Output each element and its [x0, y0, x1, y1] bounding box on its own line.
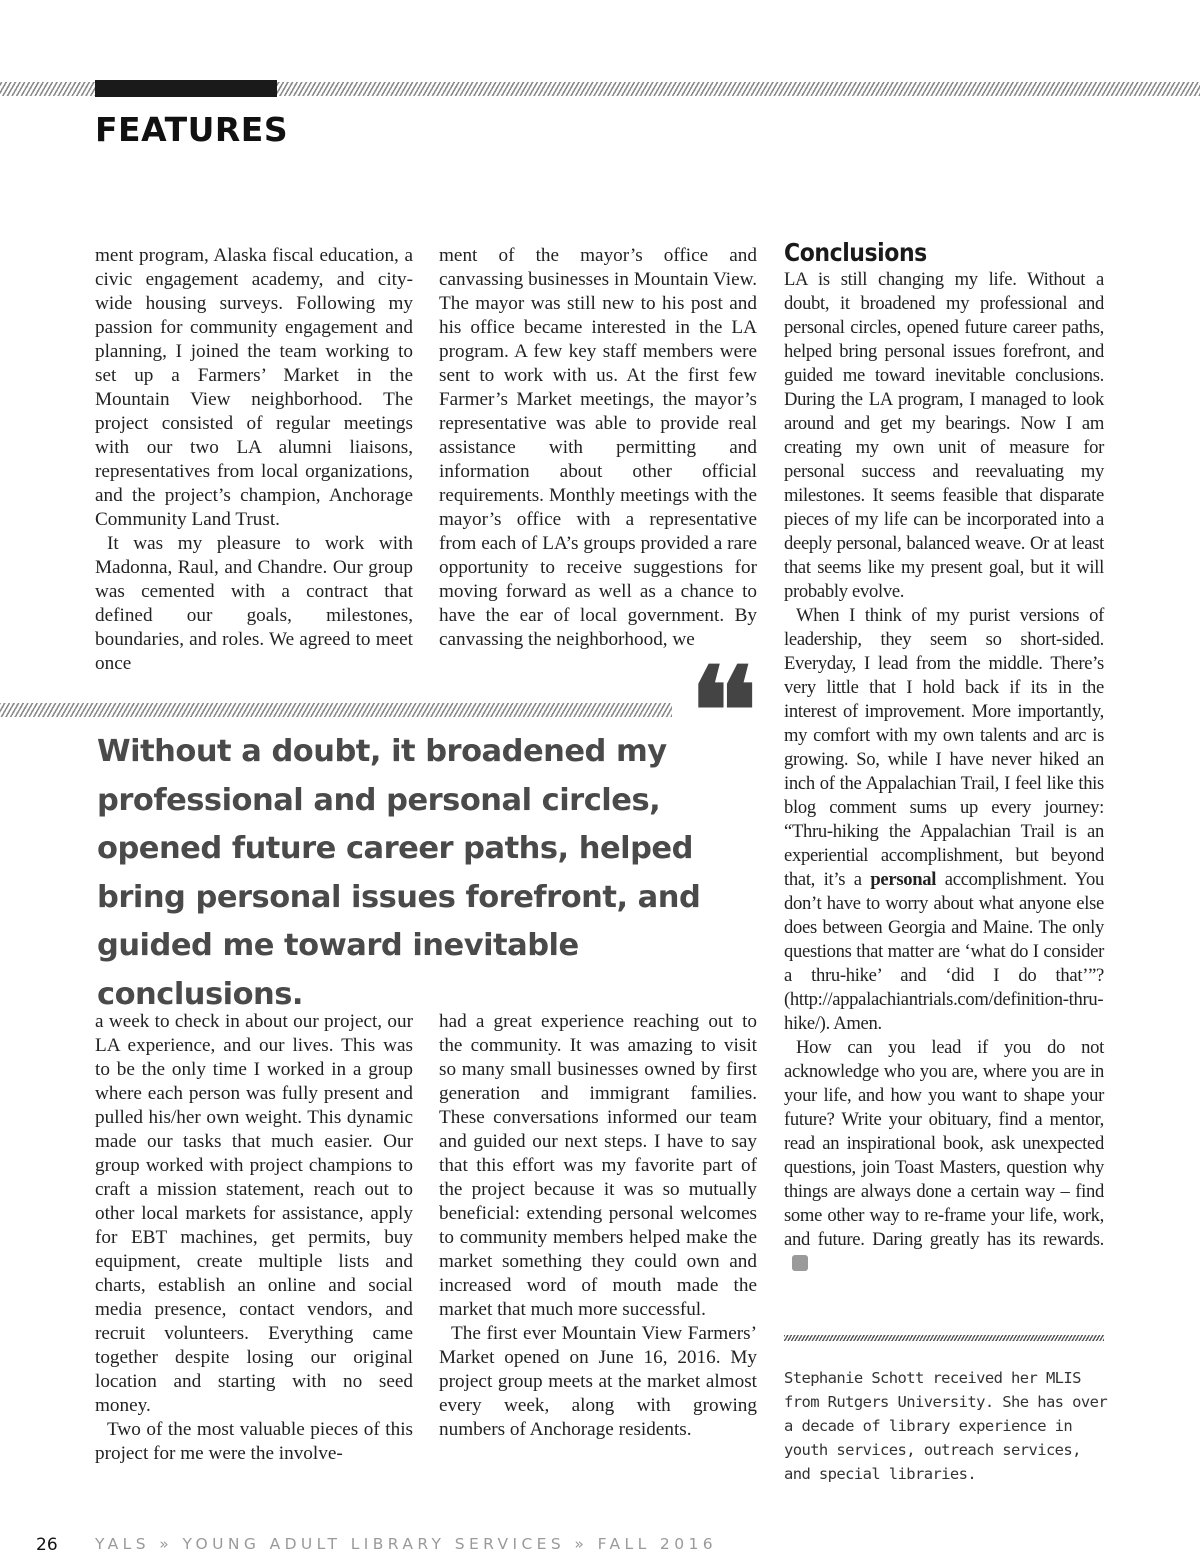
paragraph — [784, 604, 1104, 1036]
page-number: 26 — [36, 1535, 58, 1555]
bio-hatch-rule — [784, 1335, 1104, 1341]
paragraph: had a great experience reaching out to the community. It was amazing to visit so many small businesses owned by first generation and immigrant families. These conversations informed our team and guided our next steps. I have to say that this effort was my favorite part of the project because it was so mutually beneficial: extending personal welcomes to community members helped make the market something they could own and increased word of mouth made the market that much more successful. — [439, 1011, 757, 1320]
paragraph: The first ever Mountain View Farmers’ Market opened on June 16, 2016. My project group meets at the market almost every week, along with growing numbers of Anchorage residents. — [439, 1323, 757, 1440]
paragraph: LA is still changing my life. Without a doubt, it broadened my professional and personal circles, opened future career paths, helped bring personal issues forefront, and guided me toward inevitable conclusions. During the LA program, I managed to look around and get my bearings. Now I am creating my own unit of measure for personal success and reevaluating my milestones. It seems feasible that disparate pieces of my life can be incorporated into a deeply personal, balanced weave. Or at least that seems like my present goal, but it will probably evolve. — [784, 269, 1104, 602]
author-bio: Stephanie Schott received her MLIS from Rutgers University. She has over a decade of library experience in youth services, outreach services, and special libraries. — [784, 1369, 1108, 1483]
paragraph — [784, 1036, 1104, 1276]
column-1-bottom — [95, 1010, 413, 1466]
paragraph: Two of the most valuable pieces of this project for me were the involve- — [95, 1419, 413, 1464]
emphasis-personal: personal — [870, 869, 937, 890]
paragraph-text: accomplishment. You don’t have to worry about what anyone else does between Georgia and Maine. The only questions that matter are ‘what do I consider a thru-hike’ and ‘did I do that’”? (http://appalachiantrials.com/definition-thru-hike/). Amen. — [784, 869, 1104, 1034]
running-footer: YALS » YOUNG ADULT LIBRARY SERVICES » FALL 2016 — [95, 1535, 717, 1553]
section-accent-bar — [95, 80, 277, 97]
paragraph-text: When I think of my purist versions of leadership, they seem so short-sided. Everyday, I lead from the middle. There’s very little that I hold back if its in the interest of improvement. More importantly, my comfort with my own talents and arc is growing. So, while I have never hiked an inch of the Appalachian Trail, I feel like this blog comment sums up every journey: “Thru-hiking the Appalachian Trail is an experiential accomplishment, but beyond that, it’s a — [784, 605, 1104, 890]
paragraph-text: How can you lead if you do not acknowledge who you are, where you are in your life, and how you want to shape your future? Write your obituary, find a mentor, read an inspirational book, ask unexpected questions, join Toast Masters, question why things are always done a certain way – find some other way to re-frame your life, work, and future. Daring greatly has its rewards. — [784, 1037, 1104, 1250]
paragraph: It was my pleasure to work with Madonna, Raul, and Chandre. Our group was cemented with a contract that defined our goals, milestones, boundaries, and roles. We agreed to meet once — [95, 533, 413, 674]
pull-quote-hatch-rule — [0, 703, 672, 717]
conclusions-heading: Conclusions — [784, 238, 927, 267]
column-1-top — [95, 244, 413, 676]
paragraph: ment program, Alaska fiscal education, a civic engagement academy, and city-wide housing surveys. Following my passion for community engagement and planning, I joined the team working to set up a Farmers’ Market in the Mountain View neighborhood. The project consisted of regular meetings with our two LA alumni liaisons, representatives from local organizations, and the project’s champion, Anchorage Community Land Trust. — [95, 245, 413, 530]
end-mark-icon — [792, 1255, 808, 1271]
paragraph: ment of the mayor’s office and canvassing businesses in Mountain View. The mayor was still new to his post and his office became interested in the LA program. A few key staff members were sent to work with us. At the first few Farmer’s Market meetings, the mayor’s representative was able to provide real assistance with permitting and information about other official requirements. Monthly meetings with the mayor’s office with a representative from each of LA’s groups provided a rare opportunity to receive suggestions for moving forward as well as a chance to have the ear of local government. By canvassing the neighborhood, we — [439, 245, 757, 650]
column-3-conclusions — [784, 268, 1104, 1276]
column-2-top — [439, 244, 757, 652]
section-label: FEATURES — [95, 110, 289, 149]
pull-quote: Without a doubt, it broadened my professional and personal circles, opened future career paths, helped bring personal issues forefront, and guided me toward inevitable conclusions. — [97, 734, 701, 1012]
column-2-bottom — [439, 1010, 757, 1442]
paragraph: a week to check in about our project, our LA experience, and our lives. This was to be the only time I worked in a group where each person was fully present and pulled his/her own weight. This dynamic made our tasks that much easier. Our group worked with project champions to craft a mission statement, reach out to other local markets for assistance, apply for EBT machines, get permits, buy equipment, create multiple lists and charts, establish an online and social media presence, contact vendors, and recruit volunteers. Everything came together despite losing our original location and starting with no seed money. — [95, 1011, 413, 1416]
quote-marks-icon: ❛❛ — [690, 641, 748, 782]
